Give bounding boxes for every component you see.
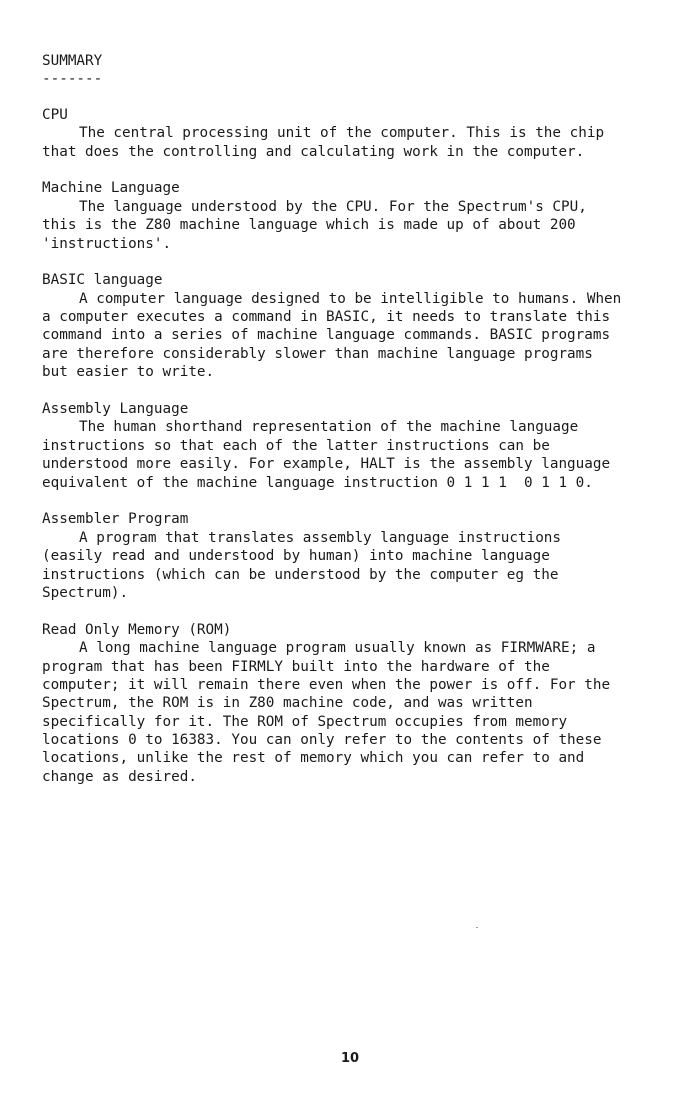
definition-line: are therefore considerably slower than machine language programs: [42, 345, 593, 362]
definition-line: change as desired.: [42, 768, 197, 785]
glossary-entry-assembly-language: [42, 400, 672, 492]
definition-line: instructions (which can be understood by the computer eg the: [42, 566, 559, 583]
section-title: SUMMARY: [42, 53, 103, 69]
definition-line: locations, unlike the rest of memory which you can refer to and: [42, 750, 585, 767]
definition-line: Spectrum).: [42, 584, 129, 601]
definition-line: The human shorthand representation of the machine language: [79, 419, 579, 436]
spacer: [42, 492, 672, 510]
definition-line: A computer language designed to be intelligible to humans. When: [79, 290, 622, 307]
glossary-entry-assembler-program: [42, 510, 672, 602]
summary-content: [42, 52, 672, 786]
glossary-entry-basic-language: [42, 271, 672, 381]
definition-line: instructions so that each of the latter instructions can be: [42, 437, 550, 454]
glossary-term: Assembler Program: [42, 511, 189, 528]
definition-line: Spectrum, the ROM is in Z80 machine code, and was written: [42, 695, 533, 712]
spacer: [42, 602, 672, 620]
spacer: [42, 382, 672, 400]
definition-line: computer; it will remain there even when the power is off. For the: [42, 676, 611, 693]
glossary-term: Assembly Language: [42, 401, 189, 418]
glossary-term: Machine Language: [42, 180, 180, 197]
definition-line: The central processing unit of the computer. This is the chip: [79, 125, 605, 142]
definition-line: a computer executes a command in BASIC, it needs to translate this: [42, 309, 611, 326]
definition-line: but easier to write.: [42, 364, 215, 381]
glossary-term: BASIC language: [42, 272, 163, 289]
definition-line: (easily read and understood by human) into machine language: [42, 548, 550, 565]
glossary-entry-cpu: [42, 106, 672, 161]
definition-line: 'instructions'.: [42, 235, 172, 252]
definition-line: that does the controlling and calculating work in the computer.: [42, 143, 585, 160]
glossary-term: CPU: [42, 106, 68, 123]
definition-line: A long machine language program usually known as FIRMWARE; a: [79, 640, 596, 657]
definition-line: The language understood by the CPU. For the Spectrum's CPU,: [79, 198, 587, 215]
definition-line: understood more easily. For example, HALT is the assembly language: [42, 456, 611, 473]
definition-line: equivalent of the machine language instruction 0 1 1 1 0 1 1 0.: [42, 474, 593, 491]
scan-speck: [476, 927, 478, 928]
spacer: [42, 253, 672, 271]
definition-line: locations 0 to 16383. You can only refer to the contents of these: [42, 732, 602, 749]
page-number: 10: [340, 1051, 360, 1066]
section-title-underline: -------: [42, 71, 103, 88]
glossary-entry-rom: [42, 621, 672, 787]
definition-line: A program that translates assembly language instructions: [79, 529, 562, 546]
definition-line: program that has been FIRMLY built into the hardware of the: [42, 658, 550, 675]
glossary-entry-machine-language: [42, 179, 672, 253]
spacer: [42, 161, 672, 179]
definition-line: specifically for it. The ROM of Spectrum occupies from memory: [42, 713, 568, 730]
spacer: [42, 89, 672, 106]
definition-line: command into a series of machine language commands. BASIC programs: [42, 327, 611, 344]
glossary-term: Read Only Memory (ROM): [42, 621, 232, 638]
definition-line: this is the Z80 machine language which is made up of about 200: [42, 217, 576, 234]
